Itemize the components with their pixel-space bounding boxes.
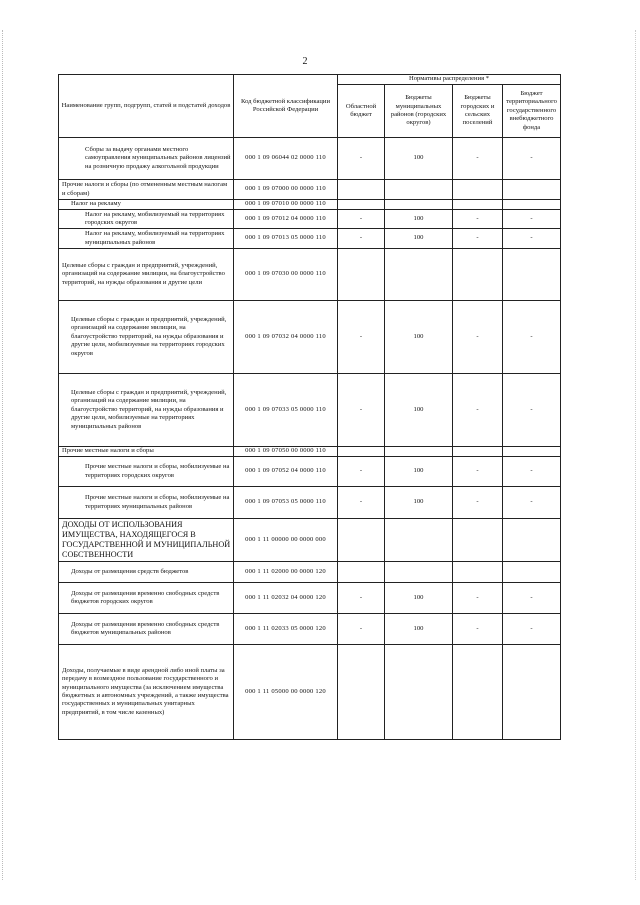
row-regional: - [338, 229, 385, 249]
row-municipal: 100 [385, 374, 453, 447]
row-municipal [385, 200, 453, 210]
row-name: Доходы от размещения средств бюджетов [59, 562, 234, 583]
table-row [59, 487, 561, 519]
row-settlements: - [453, 210, 503, 229]
row-settlements [453, 200, 503, 210]
row-fund [503, 180, 561, 200]
row-code: 000 1 09 07033 05 0000 110 [234, 374, 338, 447]
row-name: Целевые сборы с граждан и предприятий, учреждений, организаций на содержание милиции, на благоустройство территорий, на нужды образования и другие цели, мобилизуемые на территориях муниципальных районов [59, 374, 234, 447]
header-code: Код бюджетной классификации Российской Федерации [234, 75, 338, 138]
row-fund [503, 562, 561, 583]
row-settlements [453, 249, 503, 301]
row-fund [503, 645, 561, 740]
row-name: ДОХОДЫ ОТ ИСПОЛЬЗОВАНИЯ ИМУЩЕСТВА, НАХОДЯЩЕГОСЯ В ГОСУДАРСТВЕННОЙ И МУНИЦИПАЛЬНОЙ СОБСТВЕННОСТИ [59, 519, 234, 562]
row-name: Прочие местные налоги и сборы, мобилизуемые на территориях муниципальных районов [59, 487, 234, 519]
row-code: 000 1 09 06044 02 0000 110 [234, 138, 338, 180]
table-row [59, 645, 561, 740]
row-fund: - [503, 229, 561, 249]
scan-left-edge [2, 30, 4, 880]
row-regional: - [338, 374, 385, 447]
row-municipal: 100 [385, 229, 453, 249]
table-row [59, 447, 561, 457]
header-fund: Бюджет территориального государственного внебюджетного фонда [503, 85, 561, 138]
row-municipal: 100 [385, 210, 453, 229]
row-fund [503, 447, 561, 457]
row-municipal: 100 [385, 301, 453, 374]
row-code: 000 1 09 07000 00 0000 110 [234, 180, 338, 200]
row-municipal: 100 [385, 614, 453, 645]
header-settlements: Бюджеты городских и сельских поселений [453, 85, 503, 138]
row-regional: - [338, 583, 385, 614]
row-name: Доходы от размещения временно свободных средств бюджетов муниципальных районов [59, 614, 234, 645]
row-regional [338, 519, 385, 562]
table-row [59, 138, 561, 180]
scan-right-edge [635, 30, 637, 880]
row-fund [503, 200, 561, 210]
row-regional [338, 200, 385, 210]
row-regional [338, 562, 385, 583]
row-settlements: - [453, 301, 503, 374]
row-settlements: - [453, 487, 503, 519]
row-code: 000 1 11 00000 00 0000 000 [234, 519, 338, 562]
table-header [59, 75, 561, 138]
table-row [59, 229, 561, 249]
table-row [59, 210, 561, 229]
row-municipal [385, 249, 453, 301]
row-settlements [453, 447, 503, 457]
header-norms: Нормативы распределения * [338, 75, 561, 85]
row-code: 000 1 09 07012 04 0000 110 [234, 210, 338, 229]
row-regional [338, 180, 385, 200]
row-municipal [385, 519, 453, 562]
row-code: 000 1 09 07032 04 0000 110 [234, 301, 338, 374]
row-regional: - [338, 138, 385, 180]
row-settlements [453, 180, 503, 200]
row-name: Прочие налоги и сборы (по отмененным местным налогам и сборам) [59, 180, 234, 200]
row-municipal: 100 [385, 457, 453, 487]
row-name: Доходы, получаемые в виде арендной либо иной платы за передачу в возмездное пользование государственного и муниципального имущества (за исключением имущества бюджетных и автономных учреждений, а также имущества государственных и муниципальных унитарных предприятий, в том числе казенных) [59, 645, 234, 740]
row-settlements: - [453, 229, 503, 249]
table-row [59, 180, 561, 200]
table-row [59, 374, 561, 447]
table-body [59, 138, 561, 740]
row-fund: - [503, 210, 561, 229]
row-fund: - [503, 487, 561, 519]
row-regional [338, 249, 385, 301]
row-name: Целевые сборы с граждан и предприятий, учреждений, организаций на содержание милиции, на благоустройство территорий, на нужды образования и другие цели, мобилизуемые на территориях городских округов [59, 301, 234, 374]
header-name: Наименование групп, подгрупп, статей и подстатей доходов [59, 75, 234, 138]
row-name: Прочие местные налоги и сборы [59, 447, 234, 457]
row-settlements [453, 562, 503, 583]
row-regional: - [338, 210, 385, 229]
page-number: 2 [302, 56, 308, 67]
table-row [59, 301, 561, 374]
row-fund: - [503, 457, 561, 487]
row-name: Налог на рекламу [59, 200, 234, 210]
row-code: 000 1 09 07010 00 0000 110 [234, 200, 338, 210]
row-settlements: - [453, 457, 503, 487]
row-code: 000 1 11 02033 05 0000 120 [234, 614, 338, 645]
row-code: 000 1 09 07050 00 0000 110 [234, 447, 338, 457]
row-name: Сборы за выдачу органами местного самоуправления муниципальных районов лицензий на розничную продажу алкогольной продукции [59, 138, 234, 180]
row-municipal [385, 562, 453, 583]
row-municipal: 100 [385, 487, 453, 519]
row-regional: - [338, 487, 385, 519]
row-name: Налог на рекламу, мобилизуемый на территориях городских округов [59, 210, 234, 229]
header-regional: Областной бюджет [338, 85, 385, 138]
table-row [59, 519, 561, 562]
row-fund: - [503, 614, 561, 645]
table-row [59, 614, 561, 645]
table-row [59, 583, 561, 614]
row-municipal: 100 [385, 583, 453, 614]
row-name: Налог на рекламу, мобилизуемый на территориях муниципальных районов [59, 229, 234, 249]
row-fund [503, 519, 561, 562]
row-regional: - [338, 457, 385, 487]
row-fund: - [503, 583, 561, 614]
row-settlements: - [453, 583, 503, 614]
table-row [59, 457, 561, 487]
row-code: 000 1 09 07013 05 0000 110 [234, 229, 338, 249]
row-fund [503, 249, 561, 301]
row-code: 000 1 11 02032 04 0000 120 [234, 583, 338, 614]
table-row [59, 200, 561, 210]
row-name: Целевые сборы с граждан и предприятий, учреждений, организаций на содержание милиции, на благоустройство территорий, на нужды образования и другие цели [59, 249, 234, 301]
row-municipal: 100 [385, 138, 453, 180]
row-fund: - [503, 301, 561, 374]
row-settlements: - [453, 614, 503, 645]
row-code: 000 1 11 02000 00 0000 120 [234, 562, 338, 583]
row-code: 000 1 09 07053 05 0000 110 [234, 487, 338, 519]
row-code: 000 1 09 07030 00 0000 110 [234, 249, 338, 301]
row-fund: - [503, 138, 561, 180]
row-settlements [453, 645, 503, 740]
row-regional [338, 645, 385, 740]
row-name: Доходы от размещения временно свободных средств бюджетов городских округов [59, 583, 234, 614]
row-municipal [385, 180, 453, 200]
revenue-distribution-table [58, 74, 561, 740]
row-code: 000 1 09 07052 04 0000 110 [234, 457, 338, 487]
row-code: 000 1 11 05000 00 0000 120 [234, 645, 338, 740]
row-regional: - [338, 614, 385, 645]
table-row [59, 249, 561, 301]
row-settlements [453, 519, 503, 562]
row-regional [338, 447, 385, 457]
header-municipal: Бюджеты муниципальных районов (городских округов) [385, 85, 453, 138]
row-name: Прочие местные налоги и сборы, мобилизуемые на территориях городских округов [59, 457, 234, 487]
row-municipal [385, 447, 453, 457]
row-fund: - [503, 374, 561, 447]
table-row [59, 562, 561, 583]
row-settlements: - [453, 374, 503, 447]
row-settlements: - [453, 138, 503, 180]
row-regional: - [338, 301, 385, 374]
row-municipal [385, 645, 453, 740]
